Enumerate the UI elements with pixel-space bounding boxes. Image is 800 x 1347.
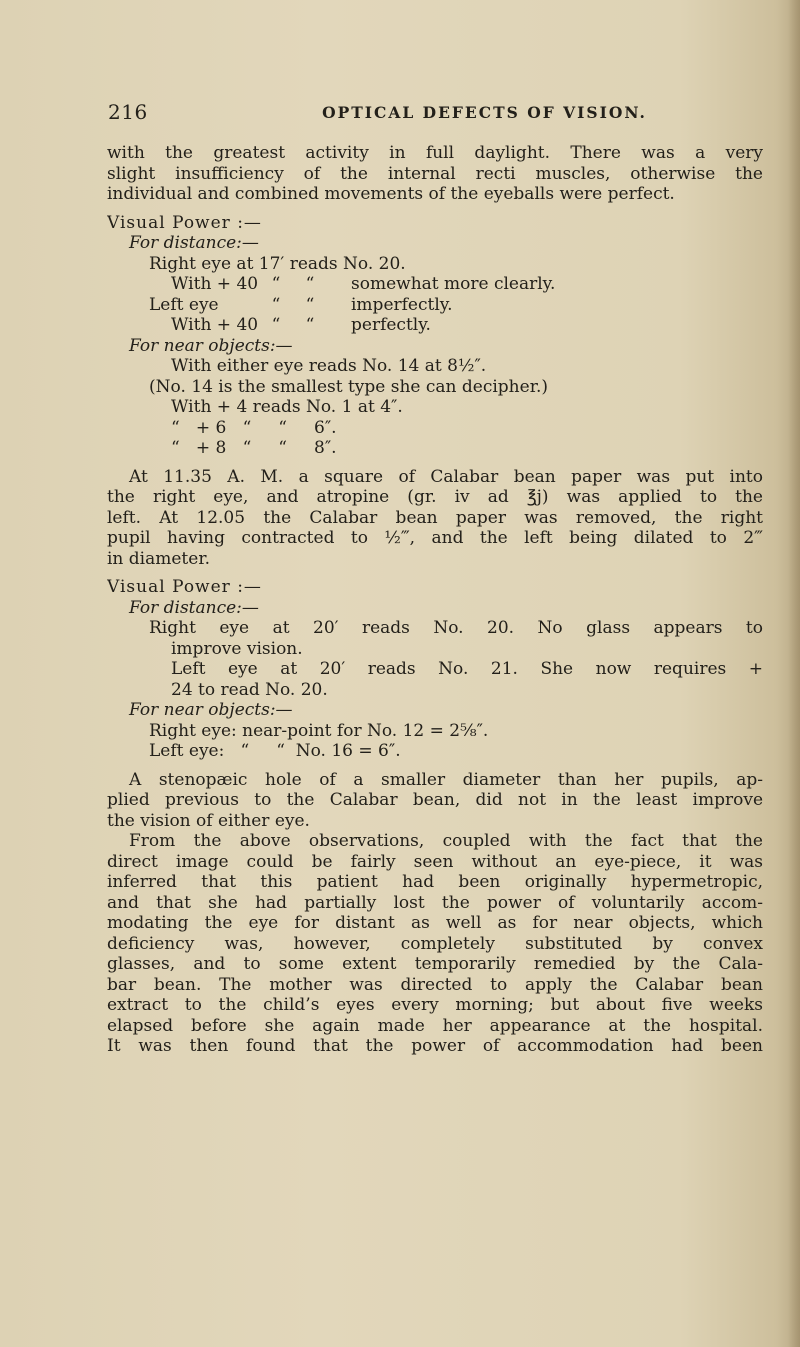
text-line: improve vision.: [171, 638, 303, 659]
subheading: For near objects:—: [129, 335, 293, 356]
text-line: A stenopæic hole of a smaller diameter than her pupils, ap-: [129, 769, 763, 790]
text-line: Right eye: near-point for No. 12 = 2⅝″.: [149, 720, 489, 741]
text-line: 24 to read No. 20.: [171, 679, 328, 700]
measurement-row: Left eye “ “ imperfectly.: [149, 294, 453, 315]
text-line: left. At 12.05 the Calabar bean paper was removed, the right: [107, 507, 763, 528]
text-line: and that she had partially lost the power of voluntarily accom-: [107, 892, 763, 913]
text-line: From the above observations, coupled with the fact that the: [129, 831, 763, 851]
text-line: Left eye at 20′ reads No. 21. She now requires +: [171, 659, 763, 679]
text-line: extract to the child’s eyes every morning; but about five weeks: [107, 995, 763, 1015]
text-line: with the greatest activity in full daylight. There was a very: [107, 143, 763, 163]
subheading: For distance:—: [129, 233, 259, 253]
text-line: (No. 14 is the smallest type she can decipher.): [149, 376, 548, 397]
text-line: individual and combined movements of the eyeballs were perfect.: [107, 184, 675, 204]
section-heading: Visual Power :—: [107, 212, 262, 233]
text-line: deficiency was, however, completely substituted by convex: [107, 933, 763, 954]
measurement-row: With + 40 “ “ somewhat more clearly.: [171, 274, 556, 294]
text-line: elapsed before she again made her appearance at the hospital.: [107, 1015, 763, 1036]
measurement-row: With + 40 “ “ perfectly.: [171, 315, 431, 335]
text-line: plied previous to the Calabar bean, did not in the least improve: [107, 790, 763, 810]
text-line: Left eye: “ “ No. 16 = 6″.: [149, 741, 401, 761]
text-line: It was then found that the power of accommodation had been: [107, 1036, 763, 1056]
page-edge-shadow: [788, 0, 800, 1347]
text-line: the vision of either eye.: [107, 810, 310, 831]
text-line: At 11.35 A. M. a square of Calabar bean paper was put into: [129, 466, 763, 487]
text-line: “ + 6 “ “ 6″.: [171, 417, 337, 438]
text-line: With + 4 reads No. 1 at 4″.: [171, 397, 403, 417]
text-line: “ + 8 “ “ 8″.: [171, 438, 337, 458]
text-line: the right eye, and atropine (gr. iv ad ℥j) was applied to the: [107, 487, 763, 507]
section-heading: Visual Power :—: [107, 577, 262, 597]
text-line: in diameter.: [107, 548, 210, 569]
page-header: [108, 100, 761, 124]
text-line: direct image could be fairly seen without an eye-piece, it was: [107, 851, 763, 872]
text-line: bar bean. The mother was directed to apply the Calabar bean: [107, 974, 763, 995]
text-line: inferred that this patient had been originally hypermetropic,: [107, 872, 763, 892]
subheading: For distance:—: [129, 597, 259, 618]
text-line: Right eye at 17′ reads No. 20.: [149, 253, 406, 274]
page-number: 216: [108, 100, 148, 124]
subheading: For near objects:—: [129, 700, 293, 720]
text-line: slight insufficiency of the internal recti muscles, otherwise the: [107, 163, 763, 184]
text-line: pupil having contracted to ½‴, and the left being dilated to 2‴: [107, 528, 763, 548]
text-line: With either eye reads No. 14 at 8½″.: [171, 356, 487, 376]
page-body: [107, 143, 763, 1057]
text-line: glasses, and to some extent temporarily remedied by the Cala-: [107, 954, 763, 974]
running-title: OPTICAL DEFECTS OF VISION.: [322, 103, 647, 122]
text-line: modating the eye for distant as well as for near objects, which: [107, 913, 763, 933]
text-line: Right eye at 20′ reads No. 20. No glass appears to: [149, 618, 763, 638]
